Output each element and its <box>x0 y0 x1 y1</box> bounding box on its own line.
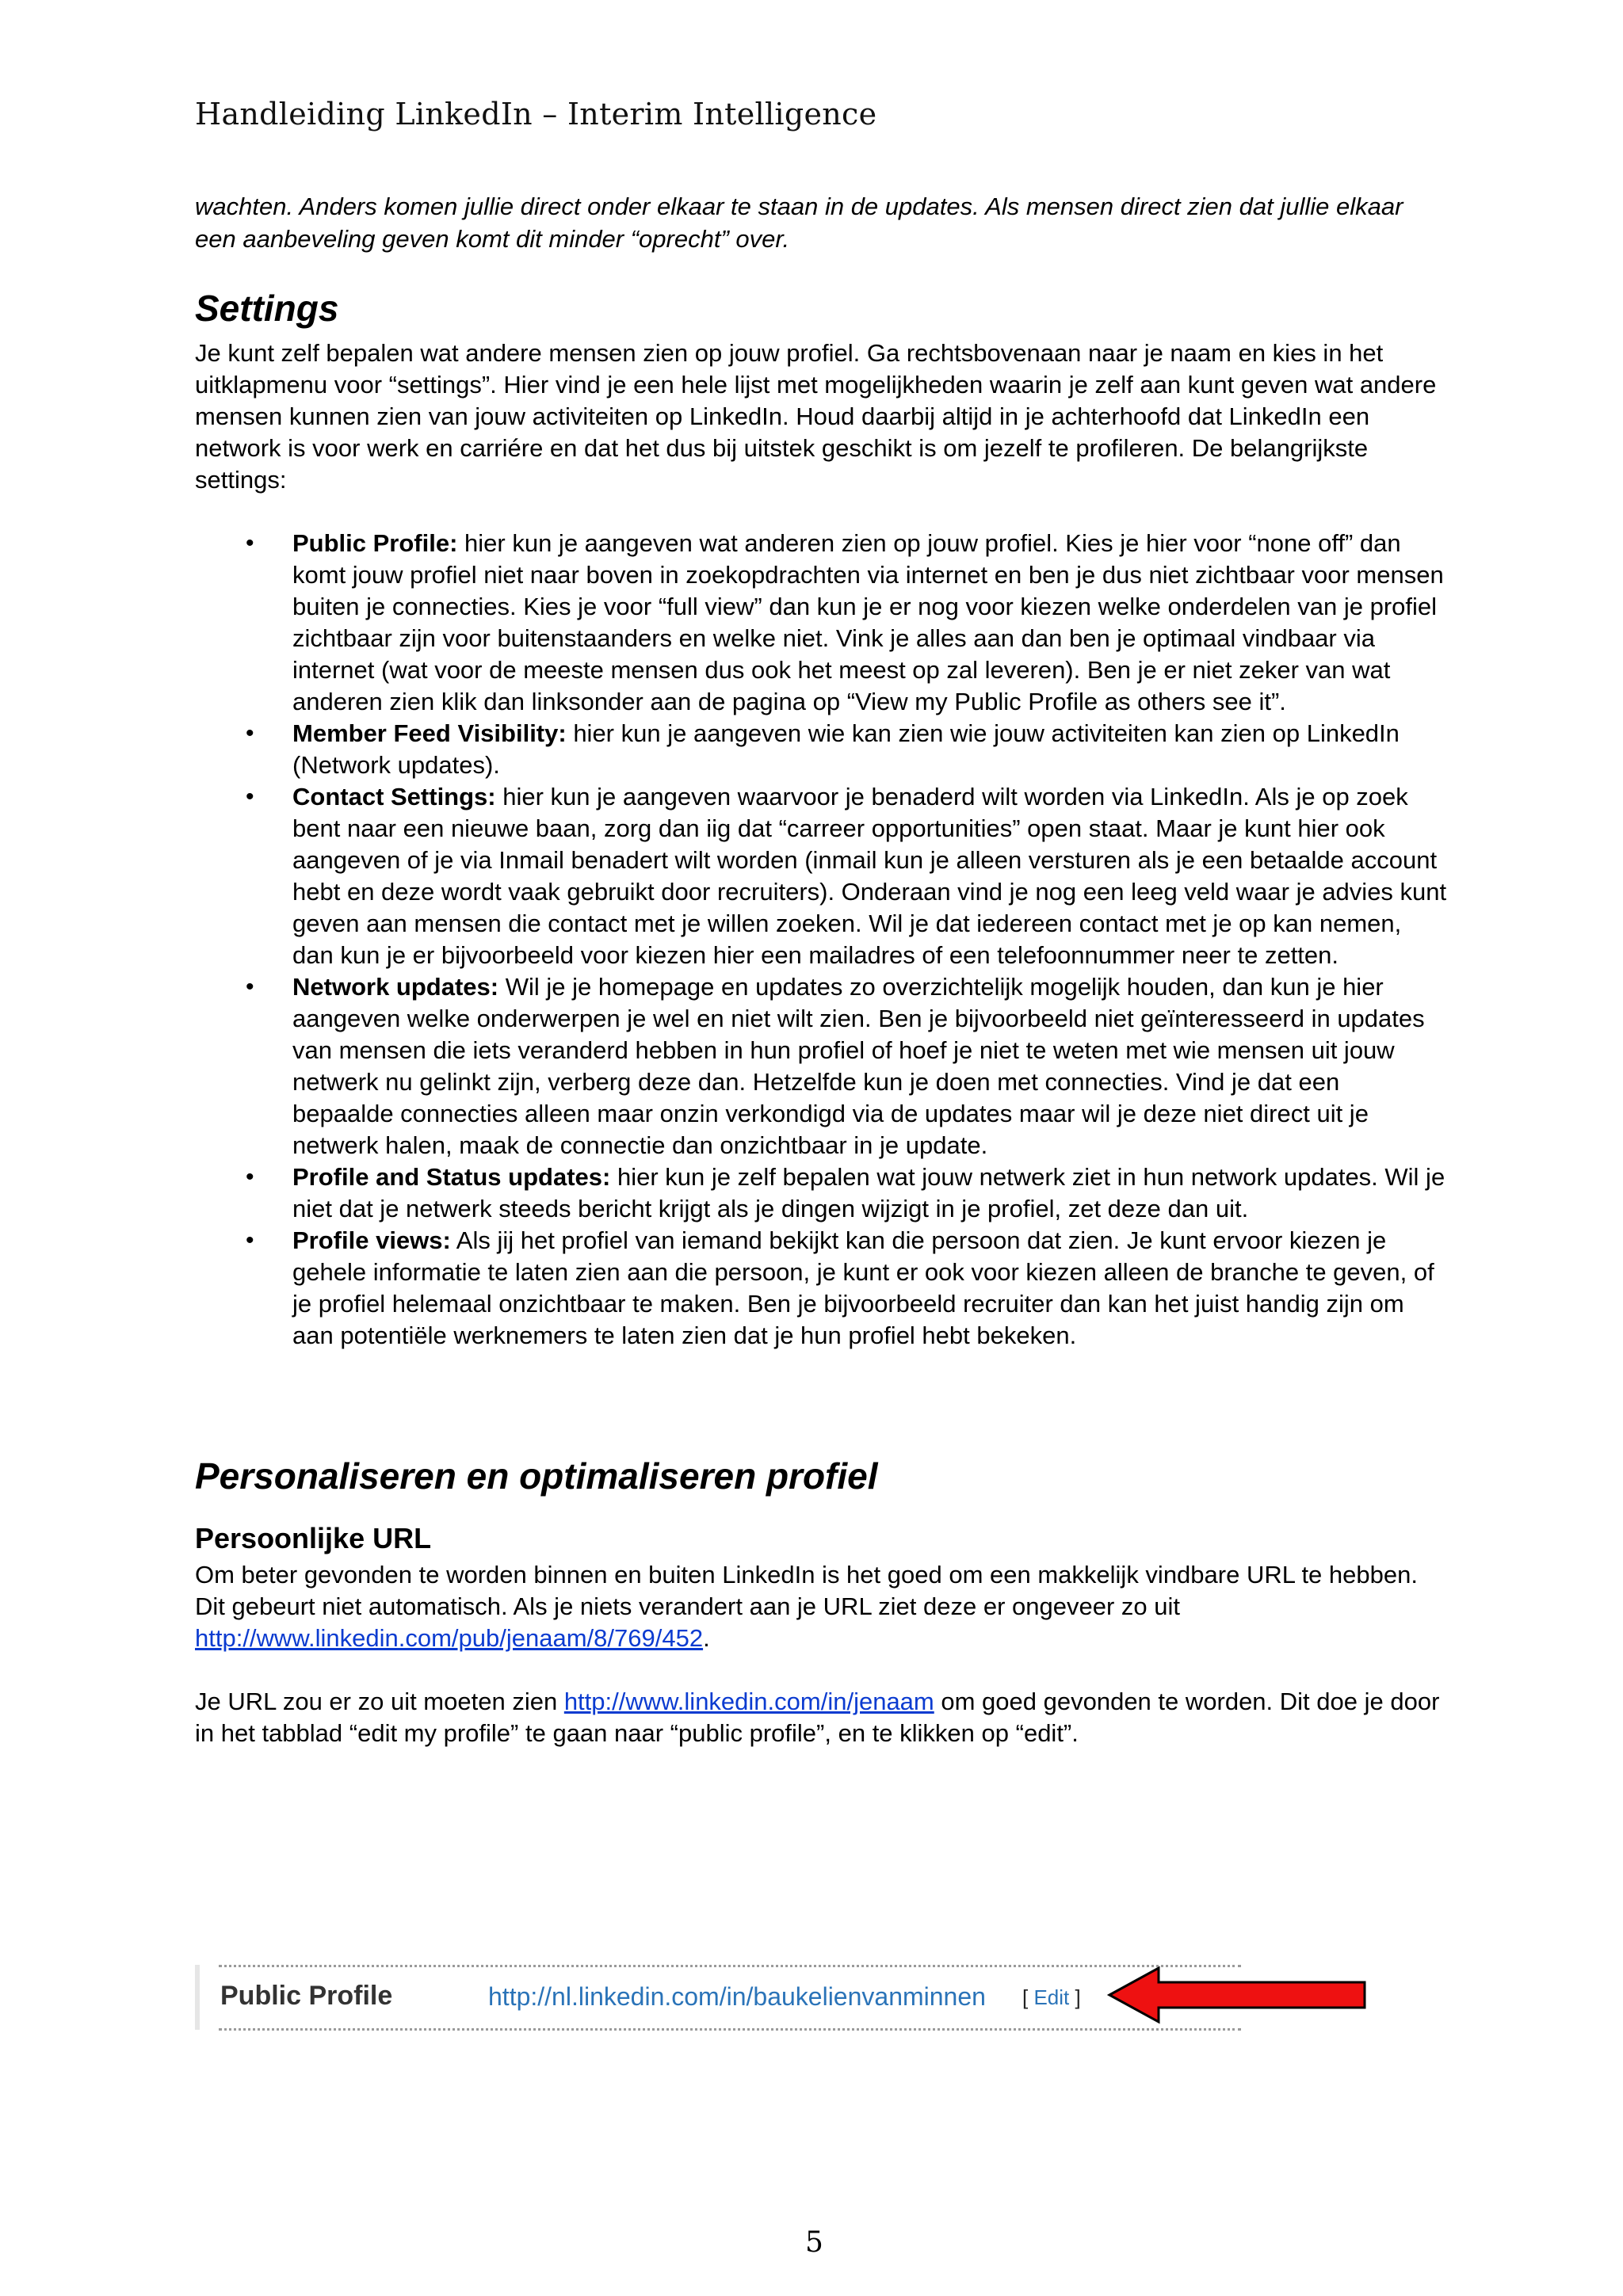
item-text: hier kun je aangeven waarvoor je benaderd wilt worden via LinkedIn. Als je op zoek bent naar een nieuwe baan, zorg dan iig dat “carreer opportunities” open staat. Maar je kunt hier ook aangeven of je via Inmail benadert wilt worden (inmail kun je alleen versturen als je een betaalde account hebt en deze wordt vaak gebruikt door recruiters). Onderaan vind je nog een leeg veld waar je advies kunt geven aan mensen die contact met je willen zoeken. Wil je dat iedereen contact met je op kan nemen, dan kun je er bijvoorbeeld voor kiezen hier een mailadres of een telefoonnummer neer te zetten. <box>292 783 1447 969</box>
edit-bracket-close: ] <box>1075 1985 1081 2009</box>
item-term: Member Feed Visibility: <box>292 719 567 747</box>
edit-link[interactable]: Edit <box>1028 1985 1075 2009</box>
public-profile-screenshot <box>195 1957 1400 2036</box>
list-item-public-profile <box>195 528 1447 718</box>
url-paragraph-1-text: Om beter gevonden te worden binnen en buiten LinkedIn is het goed om een makkelijk vindbare URL te hebben. Dit gebeurt niet automatisch. Als je niets verandert aan je URL ziet deze er ongeveer zo uit <box>195 1561 1418 1620</box>
public-profile-url[interactable]: http://nl.linkedin.com/in/baukelienvanminnen <box>488 1982 986 2011</box>
personaliseren-heading: Personaliseren en optimaliseren profiel <box>195 1455 878 1497</box>
item-text: hier kun je aangeven wat anderen zien op jouw profiel. Kies je hier voor “none off” dan komt jouw profiel niet naar boven in zoekopdrachten via internet en ben je dus niet zichtbaar voor mensen buiten je connecties. Kies je voor “full view” dan kun je er nog voor kiezen welke onderdelen van je profiel zichtbaar zijn voor buitenstaanders en welke niet. Vink je alles aan dan ben je optimaal vindbaar via internet (wat voor de meeste mensen dus ook het meest op zal leveren). Ben je er niet zeker van wat anderen zien klik dan linksonder aan de pagina op “View my Public Profile as others see it”. <box>292 529 1444 715</box>
settings-paragraph: Je kunt zelf bepalen wat andere mensen zien op jouw profiel. Ga rechtsbovenaan naar je naam en kies in het uitklapmenu voor “settings”. Hier vind je een hele lijst met mogelijkheden waarin je zelf aan kunt geven wat andere mensen kunnen zien van jouw activiteiten op LinkedIn. Houd daarbij altijd in je achterhoofd dat LinkedIn een network is voor werk en carriére en dat het dus bij uitstek geschikt is om jezelf te profileren. De belangrijkste settings: <box>195 339 1437 494</box>
bullet-icon: • <box>246 1227 254 1253</box>
public-profile-label: Public Profile <box>220 1981 393 2011</box>
document-body <box>195 190 1447 1749</box>
bullet-icon: • <box>246 784 254 810</box>
page-header-title: Handleiding LinkedIn – Interim Intelligence <box>195 97 877 132</box>
item-text: hier kun je zelf bepalen wat jouw netwerk ziet in hun network updates. Wil je niet dat je netwerk steeds bericht krijgt als je dingen wijzigt in je profiel, zet deze dan uit. <box>292 1163 1445 1222</box>
new-url-link[interactable]: http://www.linkedin.com/in/jenaam <box>563 1688 934 1715</box>
bullet-icon: • <box>246 720 254 746</box>
public-profile-edit <box>1022 1985 1081 2010</box>
settings-list <box>195 528 1447 1352</box>
edit-bracket-open: [ <box>1022 1985 1029 2009</box>
list-item-profile-status-updates <box>195 1161 1447 1225</box>
url-paragraph-2-end: om goed gevonden te worden. Dit doe je door in het tabblad “edit my profile” te gaan naar “public profile”, en te klikken op “edit”. <box>195 1688 1440 1747</box>
list-item-member-feed-visibility <box>195 718 1447 781</box>
bullet-icon: • <box>246 1164 254 1190</box>
url-paragraph-2 <box>195 1686 1447 1749</box>
item-text: Wil je je homepage en updates zo overzichtelijk mogelijk houden, dan kun je hier aangeven welke onderwerpen je wel en niet wilt zien. Ben je bijvoorbeeld niet geïnteresseerd in updates van mensen die iets veranderd hebben in hun profiel of hoef je niet te weten met wie mensen uit jouw netwerk nu gelinkt zijn, verberg deze dan. Hetzelfde kun je doen met connecties. Vind je dat een bepaalde connecties alleen maar onzin verkondigd via de updates maar wil je deze niet direct uit je netwerk halen, maak de connectie dan onzichtbaar in je update. <box>292 973 1425 1159</box>
intro-paragraph: wachten. Anders komen jullie direct onder elkaar te staan in de updates. Als mensen direct zien dat jullie elkaar een aanbeveling geven komt dit minder “oprecht” over. <box>195 193 1403 253</box>
url-paragraph-1 <box>195 1559 1447 1654</box>
item-term: Public Profile: <box>292 529 458 557</box>
red-arrow-icon <box>1106 1963 1368 2027</box>
dotted-divider-top <box>219 1965 1241 1967</box>
list-item-profile-views <box>195 1225 1447 1352</box>
persoonlijke-url-heading: Persoonlijke URL <box>195 1522 432 1554</box>
page-number: 5 <box>805 2226 823 2259</box>
item-text: Als jij het profiel van iemand bekijkt kan die persoon dat zien. Je kunt ervoor kiezen je gehele informatie te laten zien aan die persoon, je kunt er ook voor kiezen alleen de branche te geven, of je profiel helemaal onzichtbaar te maken. Ben je bijvoorbeeld recruiter dan kan het juist handig zijn om aan potentiële werknemers te laten zien dat je hun profiel hebt bekeken. <box>292 1226 1434 1349</box>
settings-heading: Settings <box>195 288 339 329</box>
bullet-icon: • <box>246 530 254 556</box>
bullet-icon: • <box>246 974 254 1000</box>
dotted-divider-bottom <box>219 2028 1241 2031</box>
item-term: Contact Settings: <box>292 783 496 810</box>
old-url-link[interactable]: http://www.linkedin.com/pub/jenaam/8/769/452 <box>195 1624 704 1652</box>
list-item-network-updates <box>195 971 1447 1161</box>
url-paragraph-2-start: Je URL zou er zo uit moeten zien <box>195 1688 564 1715</box>
list-item-contact-settings <box>195 781 1447 971</box>
item-term: Profile views: <box>292 1226 451 1254</box>
item-term: Profile and Status updates: <box>292 1163 611 1191</box>
url-paragraph-1-end: . <box>703 1624 710 1652</box>
item-term: Network updates: <box>292 973 499 1001</box>
screenshot-left-border <box>195 1965 200 2030</box>
item-text: hier kun je aangeven wie kan zien wie jouw activiteiten kan zien op LinkedIn (Network updates). <box>292 719 1400 779</box>
